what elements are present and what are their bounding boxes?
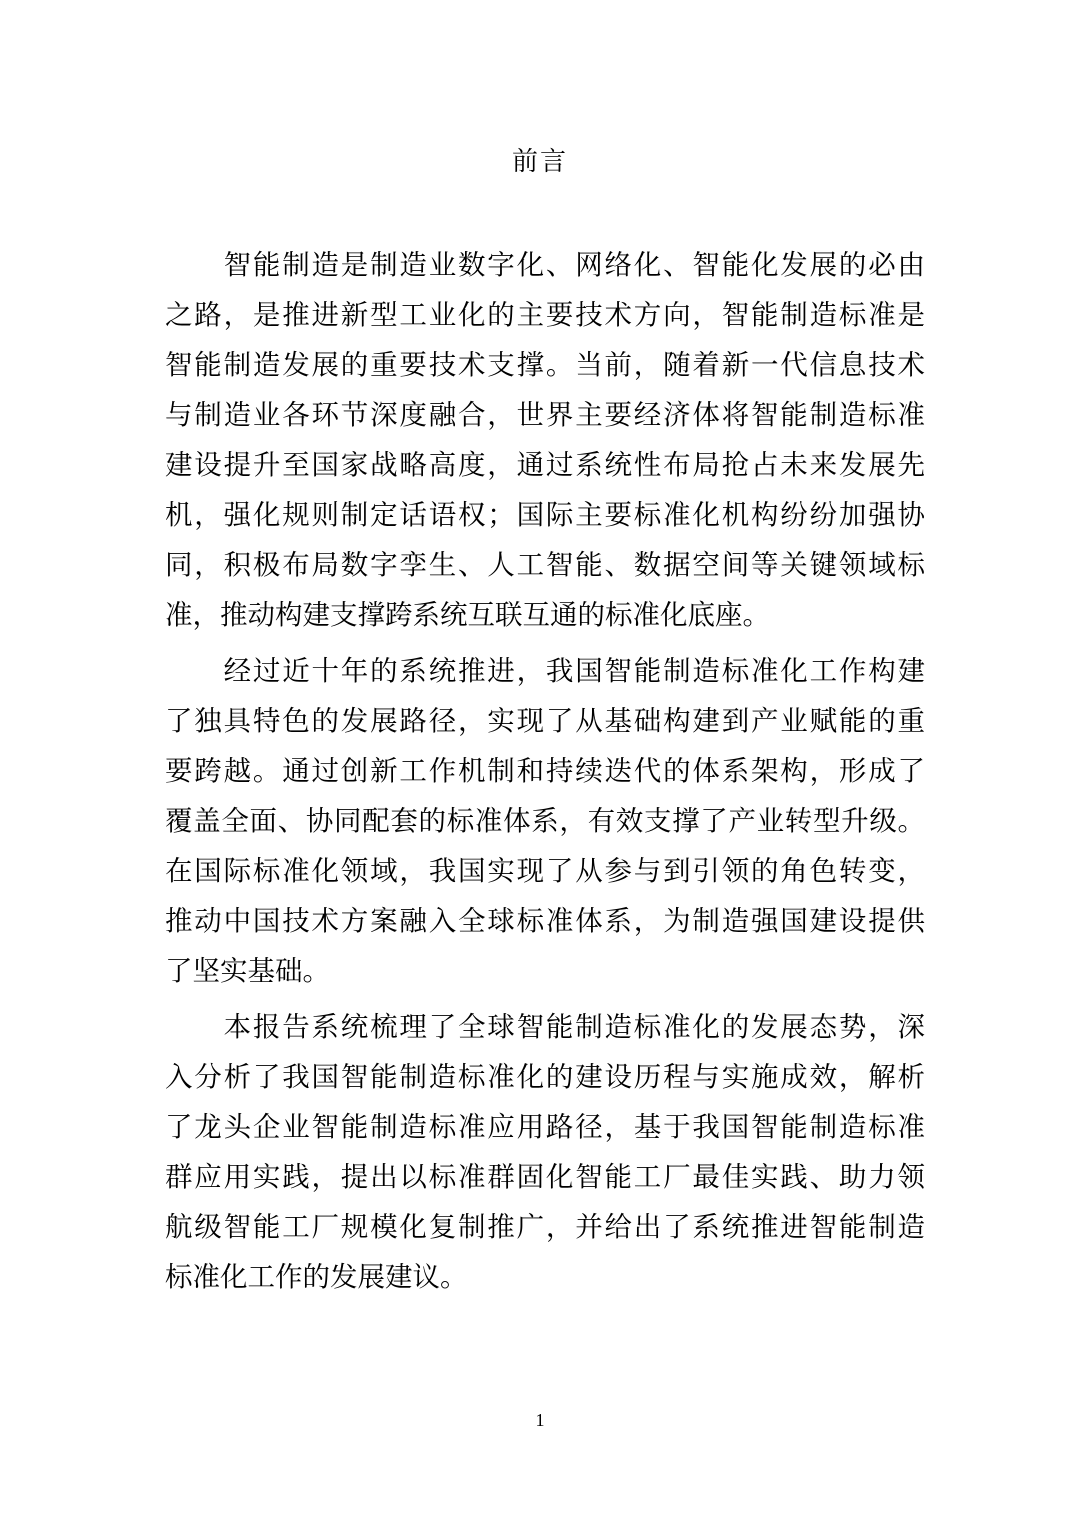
paragraph-2-line-7: 了坚实基础。 <box>165 955 330 987</box>
paragraph-1-line-3: 智能制造发展的重要技术支撑。当前，随着新一代信息技术 <box>165 349 925 381</box>
paragraph-3-line-4: 群应用实践，提出以标准群固化智能工厂最佳实践、助力领 <box>165 1161 925 1193</box>
page-title: 前言 <box>511 147 568 177</box>
paragraph-2-line-5: 在国际标准化领域，我国实现了从参与到引领的角色转变， <box>165 855 925 887</box>
paragraph-1-line-1: 智能制造是制造业数字化、网络化、智能化发展的必由 <box>165 249 925 281</box>
paragraph-3-line-2: 入分析了我国智能制造标准化的建设历程与实施成效，解析 <box>165 1061 925 1093</box>
paragraph-3-line-6: 标准化工作的发展建议。 <box>165 1261 468 1293</box>
paragraph-1-line-7: 同，积极布局数字孪生、人工智能、数据空间等关键领域标 <box>165 549 925 581</box>
paragraph-1-line-4: 与制造业各环节深度融合，世界主要经济体将智能制造标准 <box>165 399 925 431</box>
paragraph-1-line-8: 准，推动构建支撑跨系统互联互通的标准化底座。 <box>165 599 770 631</box>
paragraph-2-line-1: 经过近十年的系统推进，我国智能制造标准化工作构建 <box>165 655 925 687</box>
paragraph-2-line-6: 推动中国技术方案融入全球标准体系，为制造强国建设提供 <box>165 905 925 937</box>
paragraph-3-line-5: 航级智能工厂规模化复制推广，并给出了系统推进智能制造 <box>165 1211 925 1243</box>
page-number: 1 <box>535 1410 545 1430</box>
paragraph-1-line-2: 之路，是推进新型工业化的主要技术方向，智能制造标准是 <box>165 299 925 331</box>
paragraph-1-line-6: 机，强化规则制定话语权；国际主要标准化机构纷纷加强协 <box>165 499 925 531</box>
paragraph-2-line-4: 覆盖全面、协同配套的标准体系，有效支撑了产业转型升级。 <box>165 805 925 837</box>
paragraph-3-line-3: 了龙头企业智能制造标准应用路径，基于我国智能制造标准 <box>165 1111 925 1143</box>
paragraph-1-line-5: 建设提升至国家战略高度，通过系统性布局抢占未来发展先 <box>165 449 925 481</box>
paragraph-3-line-1: 本报告系统梳理了全球智能制造标准化的发展态势，深 <box>165 1011 925 1043</box>
paragraph-2-line-2: 了独具特色的发展路径，实现了从基础构建到产业赋能的重 <box>165 705 925 737</box>
paragraph-2-line-3: 要跨越。通过创新工作机制和持续迭代的体系架构，形成了 <box>165 755 925 787</box>
